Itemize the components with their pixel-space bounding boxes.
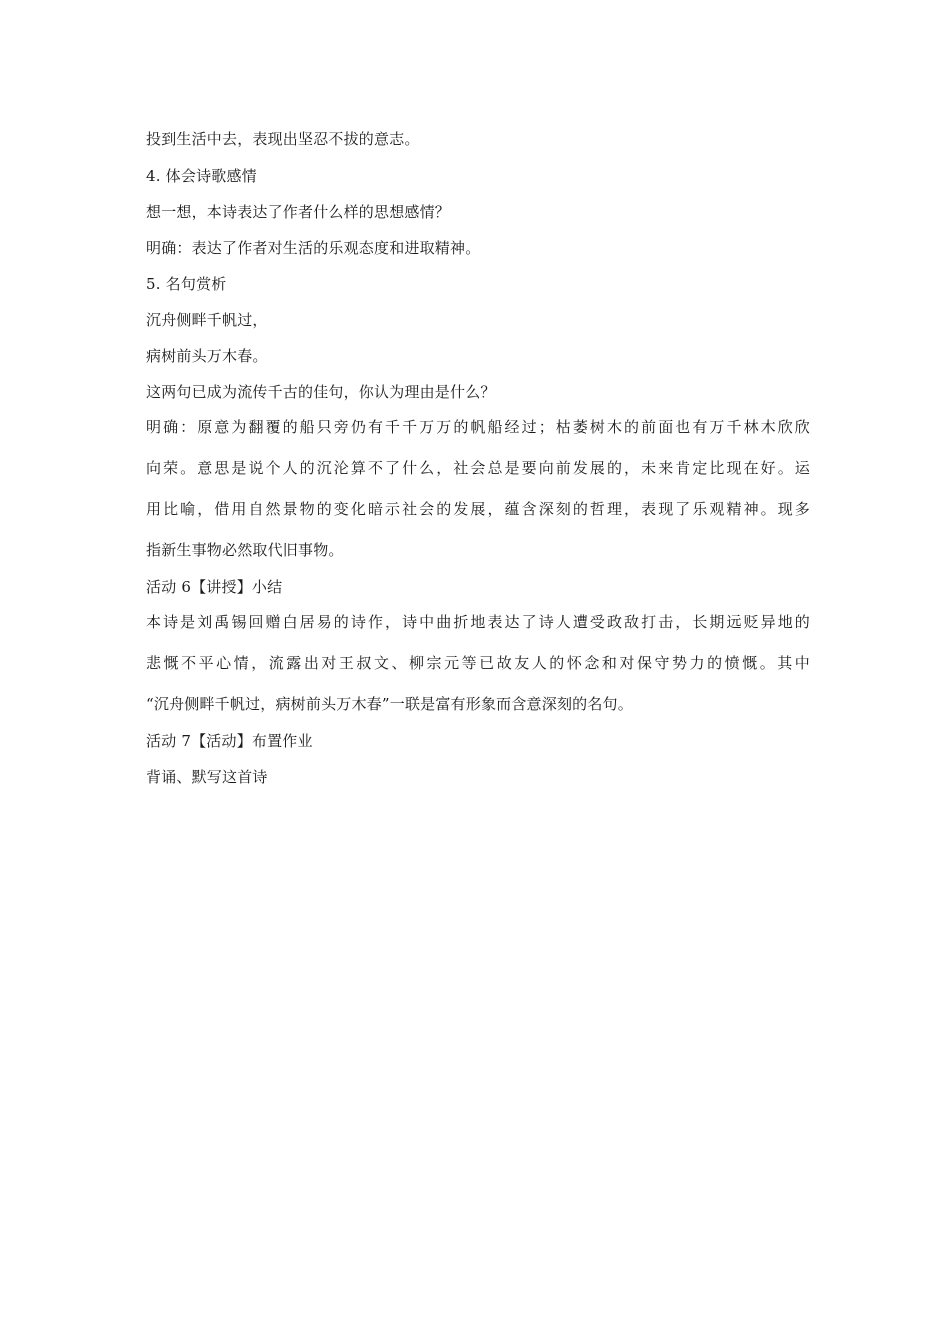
activity-heading: 活动 6【讲授】小结 (146, 578, 283, 596)
text-line: 投到生活中去，表现出坚忍不拔的意志。 (146, 130, 420, 148)
text-line: 这两句已成为流传千古的佳句，你认为理由是什么？ (146, 383, 496, 401)
text-line: 明确：表达了作者对生活的乐观态度和进取精神。 (146, 239, 481, 257)
activity-heading: 活动 7【活动】布置作业 (146, 732, 313, 750)
text-line: 背诵、默写这首诗 (146, 768, 268, 786)
text-line: 想一想，本诗表达了作者什么样的思想感情？ (146, 203, 451, 221)
section-heading: 5. 名句赏析 (146, 275, 227, 293)
text-line: 指新生事物必然取代旧事物。 (146, 541, 344, 559)
text-line: 向荣。意思是说个人的沉沦算不了什么，社会总是要向前发展的，未来肯定比现在好。运 (146, 459, 810, 477)
section-heading: 4. 体会诗歌感情 (146, 167, 257, 185)
poem-line: 沉舟侧畔千帆过， (146, 311, 268, 329)
text-line: 悲慨不平心情，流露出对王叔文、柳宗元等已故友人的怀念和对保守势力的愤慨。其中 (146, 654, 810, 672)
text-line: “沉舟侧畔千帆过，病树前头万木春”一联是富有形象而含意深刻的名句。 (146, 695, 633, 713)
poem-line: 病树前头万木春。 (146, 347, 268, 365)
text-line: 本诗是刘禹锡回赠白居易的诗作，诗中曲折地表达了诗人遭受政敌打击，长期远贬异地的 (146, 613, 810, 631)
text-line: 用比喻，借用自然景物的变化暗示社会的发展，蕴含深刻的哲理，表现了乐观精神。现多 (146, 500, 810, 518)
text-line: 明确：原意为翻覆的船只旁仍有千千万万的帆船经过；枯萎树木的前面也有万千林木欣欣 (146, 418, 810, 436)
